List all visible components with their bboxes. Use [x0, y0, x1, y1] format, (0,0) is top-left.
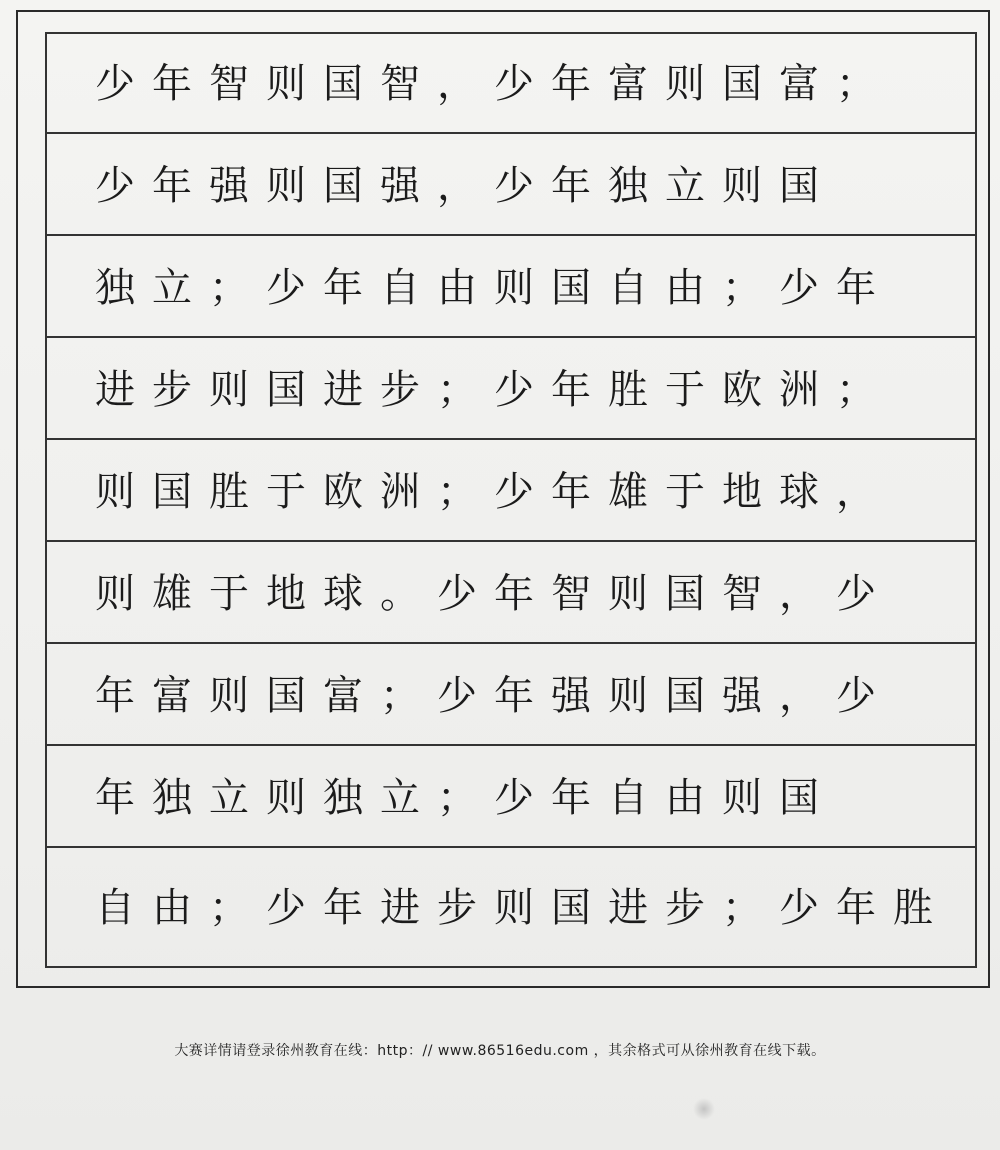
writing-row: [45, 338, 977, 440]
handwritten-line: 独立；少年自由则国自由；少年: [95, 265, 893, 311]
handwritten-line: 少年强则国强，少年独立则国: [95, 163, 836, 209]
writing-row: [45, 848, 977, 966]
paper-smudge: [693, 1098, 715, 1120]
writing-row: [45, 134, 977, 236]
handwritten-line: 进步则国进步；少年胜于欧洲；: [95, 367, 893, 413]
handwritten-line: 自由；少年进步则国进步；少年胜: [95, 885, 950, 931]
writing-row: [45, 542, 977, 644]
handwritten-line: 则国胜于欧洲；少年雄于地球，: [95, 469, 893, 515]
handwritten-line: 则雄于地球。少年智则国智，少: [95, 571, 893, 617]
writing-row: [45, 746, 977, 848]
writing-row: [45, 32, 977, 134]
footer-note: 大赛详情请登录徐州教育在线：http：// www.86516edu.com ，其余格式可从徐州教育在线下载。: [174, 1043, 826, 1059]
handwritten-line: 年独立则独立；少年自由则国: [95, 775, 836, 821]
writing-row: [45, 236, 977, 338]
handwritten-line: 年富则国富；少年强则国强，少: [95, 673, 893, 719]
writing-row: [45, 440, 977, 542]
handwritten-line: 少年智则国智，少年富则国富；: [95, 61, 893, 107]
writing-row: [45, 644, 977, 746]
